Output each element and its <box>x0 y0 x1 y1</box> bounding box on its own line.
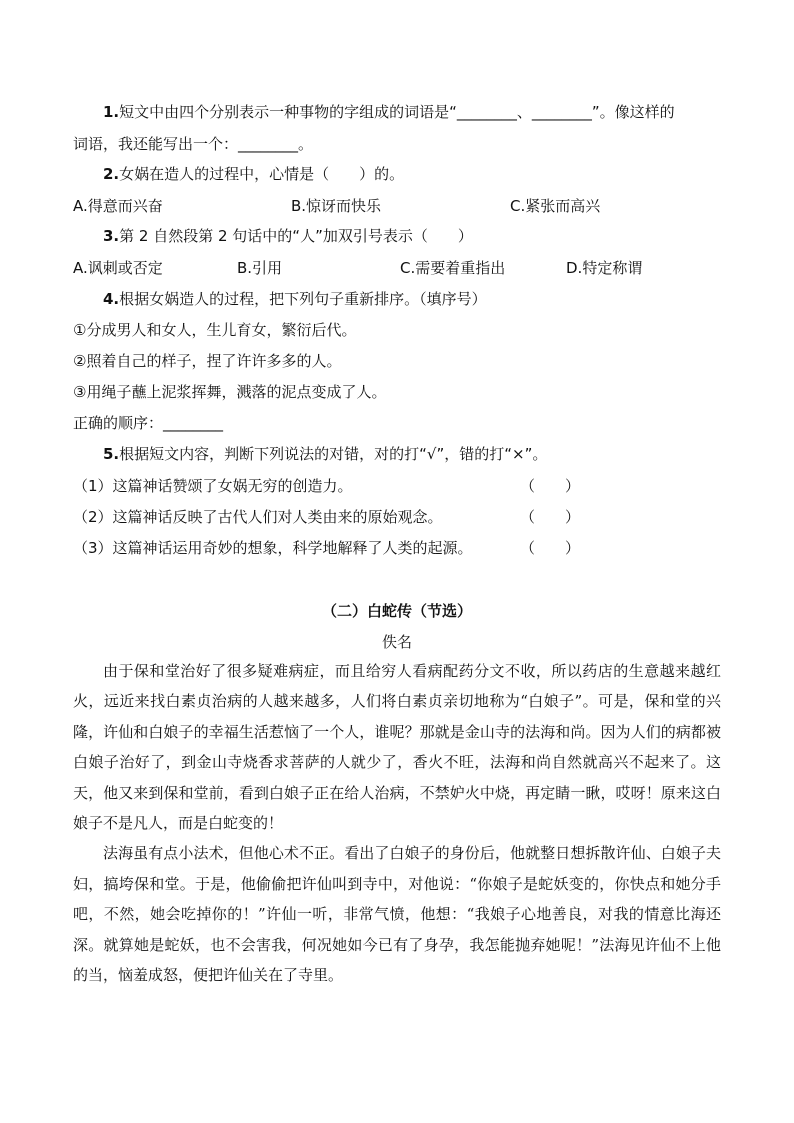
question-3-option-a[interactable]: A.讽刺或否定 <box>73 259 163 277</box>
question-3-text: 第 2 自然段第 2 句话中的“人”加双引号表示（ ） <box>119 227 473 245</box>
question-1-number: 1. <box>103 103 120 121</box>
question-2-option-a[interactable]: A.得意而兴奋 <box>73 197 163 215</box>
question-5-item-3-bracket[interactable]: （ ） <box>520 539 581 557</box>
question-4-text: 根据女娲造人的过程，把下列句子重新排序。（填序号） <box>119 290 487 308</box>
passage-body <box>73 656 721 990</box>
question-3-option-c[interactable]: C.需要着重指出 <box>400 259 506 277</box>
question-5-item-2: （2）这篇神话反映了古代人们对人类由来的原始观念。 <box>73 508 443 526</box>
passage-paragraph-1: 由于保和堂治好了很多疑难病症，而且给穷人看病配药分文不收，所以药店的生意越来越红火，远近来找白素贞治病的人越来越多，人们将白素贞亲切地称为“白娘子”。可是，保和堂的兴隆，许仙和白娘子的幸福生活惹恼了一个人，谁呢？那就是金山寺的法海和尚。因为人们的病都被白娘子治好了，到金山寺烧香求菩萨的人就少了，香火不旺，法海和尚自然就高兴不起来了。这天，他又来到保和堂前，看到白娘子正在给人治病，不禁妒火中烧，再定睛一瞅，哎呀！原来这白娘子不是凡人，而是白蛇变的！ <box>73 662 721 833</box>
passage-author: 佚名 <box>381 633 412 651</box>
question-3-option-b[interactable]: B.引用 <box>237 259 283 277</box>
question-3-option-d[interactable]: D.特定称谓 <box>566 259 643 277</box>
question-5-item-3: （3）这篇神话运用奇妙的想象，科学地解释了人类的起源。 <box>73 539 473 557</box>
question-5-item-2-bracket[interactable]: （ ） <box>520 508 581 526</box>
question-5 <box>103 444 547 464</box>
question-4-answer-blank[interactable]: 正确的顺序：________ <box>73 414 224 432</box>
question-1-text-line1: 短文中由四个分别表示一种事物的字组成的词语是“________、________”。像这样的 <box>119 103 675 121</box>
question-5-text: 根据短文内容，判断下列说法的对错，对的打“√”，错的打“×”。 <box>119 445 548 463</box>
passage-title: （二）白蛇传（节选） <box>321 602 472 620</box>
question-5-item-1-bracket[interactable]: （ ） <box>520 477 581 495</box>
question-2-option-c[interactable]: C.紧张而高兴 <box>510 197 601 215</box>
question-4 <box>103 289 487 309</box>
question-4-item-1: ①分成男人和女人，生儿育女，繁衍后代。 <box>73 321 357 339</box>
question-5-number: 5. <box>103 445 120 463</box>
question-2-text: 女娲在造人的过程中，心情是（ ）的。 <box>119 165 405 183</box>
question-4-number: 4. <box>103 290 120 308</box>
question-1-text-line2: 词语，我还能写出一个：________。 <box>73 135 314 153</box>
question-4-item-2: ②照着自己的样子，捏了许许多多的人。 <box>73 352 342 370</box>
passage-paragraph-2: 法海虽有点小法术，但他心术不正。看出了白娘子的身份后，他就整日想拆散许仙、白娘子夫妇，搞垮保和堂。于是，他偷偷把许仙叫到寺中，对他说：“你娘子是蛇妖变的，你快点和她分手吧，不然，她会吃掉你的！”许仙一听，非常气愤，他想：“我娘子心地善良，对我的情意比海还深。就算她是蛇妖，也不会害我，何况她如今已有了身孕，我怎能抛弃她呢！”法海见许仙不上他的当，恼羞成怒，便把许仙关在了寺里。 <box>73 844 721 985</box>
question-4-item-3: ③用绳子蘸上泥浆挥舞，溅落的泥点变成了人。 <box>73 383 387 401</box>
question-3-number: 3. <box>103 227 120 245</box>
question-2-number: 2. <box>103 165 120 183</box>
question-3 <box>103 226 473 246</box>
question-2-option-b[interactable]: B.惊讶而快乐 <box>291 197 382 215</box>
question-5-item-1: （1）这篇神话赞颂了女娲无穷的创造力。 <box>73 477 353 495</box>
question-1 <box>103 102 675 122</box>
question-2 <box>103 164 404 184</box>
